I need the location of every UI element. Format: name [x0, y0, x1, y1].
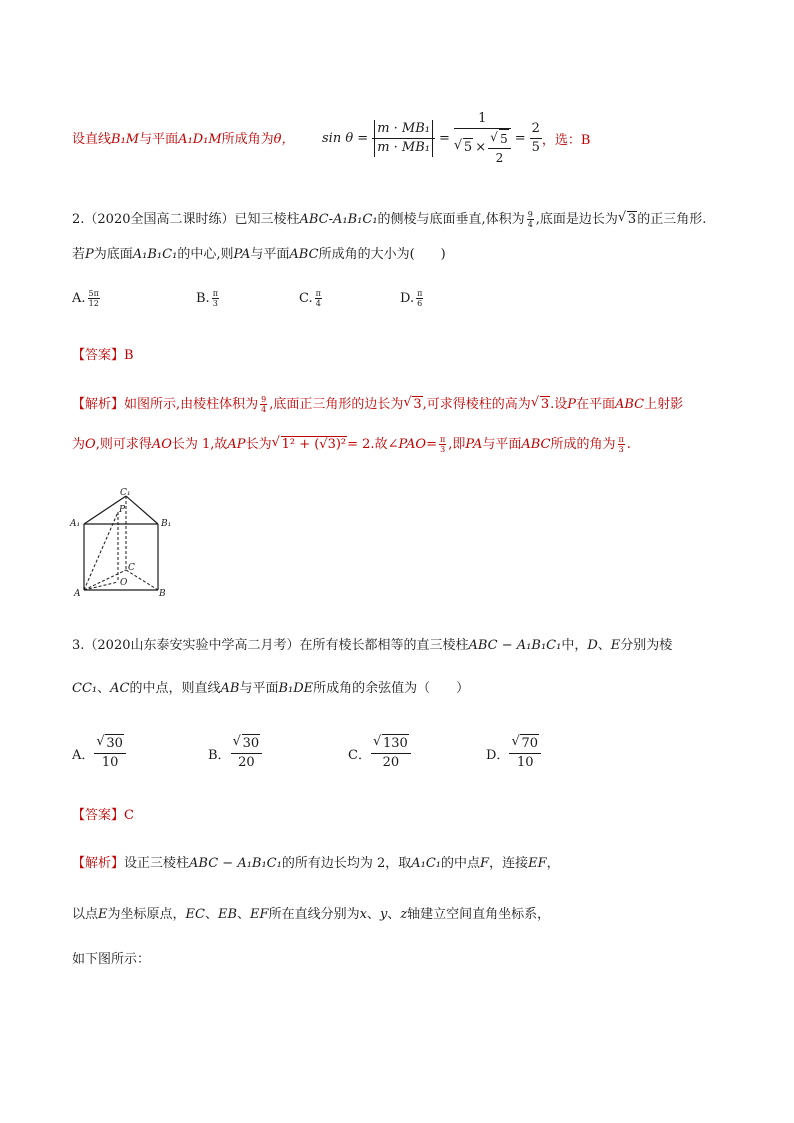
numerator: m · MB₁ [374, 120, 433, 138]
text: 、 [237, 907, 251, 922]
text: 的侧棱与底面垂直,体积为 [377, 212, 525, 227]
q2-option-d[interactable] [400, 289, 425, 308]
q3-option-b[interactable] [208, 734, 262, 772]
text: ， [546, 856, 560, 871]
option-label: A． [72, 747, 95, 763]
label-c1: C₁ [120, 488, 131, 498]
label-a1: A₁ [70, 519, 81, 529]
denominator: m · MB₁ [374, 139, 433, 157]
vol-den: 4 [527, 220, 533, 229]
math-ef: EF [528, 856, 547, 871]
text: .设 [550, 397, 568, 412]
text: 轴建立空间直角坐标系， [407, 907, 551, 922]
equals: = [439, 130, 450, 146]
text: 的正三角形. [637, 212, 707, 227]
math-ao: AO [151, 437, 172, 452]
math-prism: ABC-A₁B₁C₁ [299, 212, 378, 227]
math-p: P [85, 247, 94, 262]
text: 的中心,则 [177, 247, 234, 262]
edge-c-b-hidden [126, 570, 158, 590]
text: 在平面 [575, 397, 615, 412]
math-abc: ABC [615, 397, 645, 412]
math-b1m: B₁M [111, 132, 140, 147]
text: 所成的角为 [550, 437, 616, 452]
option-den: 20 [382, 755, 400, 770]
label-a: A [74, 589, 81, 599]
math-abc: ABC [289, 247, 319, 262]
text: . [626, 437, 631, 452]
text: = 2.故∠ [347, 437, 399, 452]
sin-formula [322, 102, 590, 174]
equals: = [514, 130, 526, 146]
text: 长为 [245, 437, 272, 452]
text: 为 [72, 437, 86, 452]
label-p: P [119, 505, 126, 515]
q2-analysis-line1 [72, 393, 683, 414]
option-radicand: 70 [521, 736, 538, 751]
text: 3.（2020山东泰安实验中学高二月考）在所有棱长都相等的直三棱柱 [72, 638, 469, 653]
math-ac: AC [110, 681, 130, 696]
denominator: 2 [495, 150, 504, 165]
denominator: 5 [531, 139, 540, 155]
q2-option-c[interactable] [299, 289, 324, 308]
math-e: E [98, 907, 108, 922]
text: 所成角的余弦值为（ ） [313, 681, 470, 696]
end-den: 3 [618, 445, 624, 454]
math-x: x [359, 907, 367, 922]
text: 为坐标原点， [107, 907, 186, 922]
text: 以点 [72, 907, 99, 922]
text: 的所有边长均为 2，取 [281, 856, 412, 871]
math-f: F [480, 856, 490, 871]
q3-analysis-line2 [72, 903, 550, 922]
label-o: O [120, 578, 128, 588]
q3-analysis-line3: 如下图所示： [72, 952, 151, 967]
math-y: y [379, 907, 388, 922]
text: ，连接 [489, 856, 529, 871]
text: 与平面 [250, 247, 290, 262]
q3-answer: 【答案】C [72, 808, 134, 823]
q3-option-a[interactable] [72, 734, 126, 772]
math-ef: EF [250, 907, 269, 922]
analysis-tag: 【解析】 [72, 856, 125, 871]
q2-option-a[interactable] [72, 289, 102, 308]
text: ,即 [448, 437, 466, 452]
text: 分别为棱 [620, 638, 673, 653]
math-prism: ABC − A₁B₁C₁ [189, 856, 282, 871]
option-label: A. [72, 291, 86, 306]
text: ,底面是边长为 [535, 212, 618, 227]
angle-num: π [439, 435, 446, 444]
text: 为底面 [93, 247, 133, 262]
q3-option-c[interactable] [348, 734, 411, 772]
option-label: C． [348, 747, 371, 763]
math-abc: ABC [521, 437, 551, 452]
math-cc1: CC₁ [72, 681, 98, 696]
math-base: A₁B₁C₁ [132, 247, 178, 262]
math-eb: EB [217, 907, 238, 922]
option-num: π [417, 289, 423, 298]
choice-text: ，选：B [541, 132, 591, 148]
radicand: 5 [499, 129, 509, 148]
line-a-o [84, 582, 118, 590]
math-pa: PA [233, 247, 251, 262]
text: 设直线 [72, 132, 112, 147]
text: 与平面 [239, 681, 279, 696]
math-o: O [85, 437, 96, 452]
q3-analysis-line1 [72, 852, 560, 871]
text: 与平面 [139, 132, 179, 147]
math-ab: AB [220, 681, 240, 696]
text: 上射影 [644, 397, 684, 412]
option-num: 5π [88, 289, 99, 298]
text: 设正三棱柱 [124, 856, 190, 871]
q2-analysis-line2 [72, 433, 631, 454]
vector-fraction [372, 120, 435, 157]
text: = [426, 437, 437, 452]
prev-solution-line [72, 128, 295, 147]
edge-c1-b1 [126, 496, 158, 524]
option-radicand: 30 [106, 736, 123, 751]
text: 中， [561, 638, 588, 653]
radicand: 3 [540, 397, 550, 412]
option-label: C. [299, 291, 313, 306]
q2-stem-line1 [72, 208, 706, 229]
option-label: D． [486, 747, 510, 763]
label-b1: B₁ [161, 519, 172, 529]
text: 如图所示,由棱柱体积为 [124, 397, 259, 412]
q3-option-d[interactable] [486, 734, 541, 772]
text: 的中点，则直线 [129, 681, 221, 696]
option-den: 12 [88, 299, 99, 308]
result-fraction [530, 120, 542, 157]
radicand: 3 [413, 397, 422, 412]
math-pao: PAO [398, 437, 427, 452]
numeric-fraction [454, 110, 511, 167]
radicand: 5 [463, 140, 473, 155]
math-prism: ABC − A₁B₁C₁ [468, 638, 562, 653]
text: 、 [597, 638, 611, 653]
option-num: π [212, 289, 218, 298]
math-theta: θ， [273, 132, 295, 147]
text: ,底面正三角形的边长为 [269, 397, 404, 412]
side-radicand: 3 [627, 212, 637, 227]
text: 、 [387, 907, 401, 922]
option-radicand: 30 [242, 736, 260, 751]
text: 的中点 [441, 856, 481, 871]
numerator: 2 [530, 120, 542, 139]
times: × [475, 139, 487, 155]
text: 所在直线分别为 [268, 907, 360, 922]
text: ,则可求得 [95, 437, 152, 452]
option-den: 3 [212, 299, 218, 308]
vol-num: 9 [261, 395, 267, 404]
numerator: 1 [454, 110, 511, 129]
option-den: 4 [315, 299, 321, 308]
math-z: z [400, 907, 408, 922]
sin-label: sin θ = [322, 130, 369, 146]
text: 、 [366, 907, 380, 922]
q2-stem-line2 [72, 243, 446, 262]
vol-den: 4 [261, 405, 267, 414]
angle-den: 3 [440, 445, 446, 454]
math-p: P [567, 397, 576, 412]
math-ap: AP [227, 437, 246, 452]
text: 、 [204, 907, 218, 922]
option-den: 6 [417, 299, 423, 308]
option-den: 20 [238, 755, 255, 770]
q2-option-b[interactable] [196, 289, 221, 308]
vol-num: 9 [527, 210, 533, 219]
math-pa: PA [465, 437, 483, 452]
end-num: π [618, 435, 624, 444]
q3-stem-line2 [72, 677, 469, 696]
option-num: π [315, 289, 321, 298]
math-b1de: B₁DE [278, 681, 314, 696]
option-label: B. [196, 291, 210, 306]
option-den: 10 [101, 755, 119, 770]
analysis-tag: 【解析】 [72, 397, 125, 412]
option-radicand: 130 [382, 736, 408, 751]
math-e: E [610, 638, 621, 653]
math-ec: EC [185, 907, 205, 922]
math-a1c1: A₁C₁ [411, 856, 442, 871]
math-plane: A₁D₁M [178, 132, 222, 147]
text: 、 [97, 681, 111, 696]
text: 所成角的大小为( ) [318, 247, 446, 262]
label-b: B [159, 589, 166, 599]
q3-stem-line1 [72, 634, 672, 653]
text: 2.（2020全国高二课时练）已知三棱柱 [72, 212, 300, 227]
option-den: 10 [516, 755, 534, 770]
prism-figure [66, 486, 182, 602]
radicand: 1² + (√3)² [281, 437, 347, 452]
label-c: C [128, 563, 135, 573]
math-d: D [587, 638, 598, 653]
text: 所成角为 [221, 132, 274, 147]
option-label: B． [208, 747, 231, 763]
text: 若 [72, 247, 86, 262]
option-label: D. [400, 291, 415, 306]
text: 长为 1,故 [171, 437, 228, 452]
text: ,可求得棱柱的高为 [422, 397, 531, 412]
text: 与平面 [482, 437, 522, 452]
q2-answer: 【答案】B [72, 348, 134, 363]
